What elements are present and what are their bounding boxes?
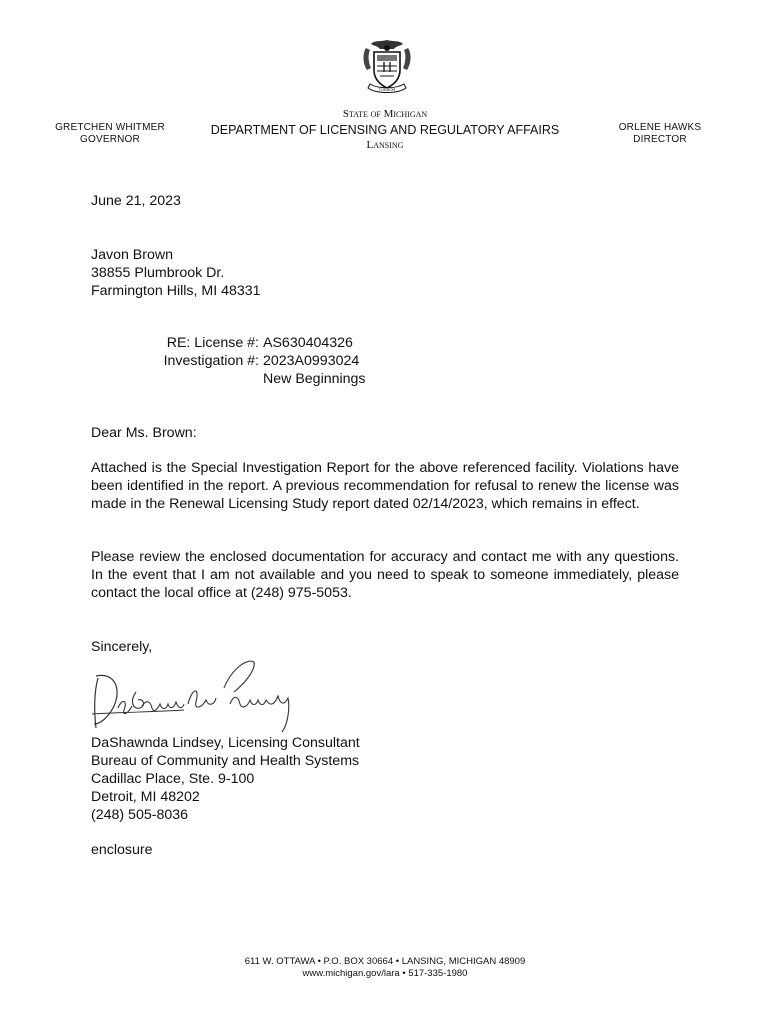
signer-block: [91, 734, 360, 824]
license-label: RE: License #:: [166, 335, 259, 351]
recipient-city: Farmington Hills, MI 48331: [91, 283, 261, 299]
recipient-street: 38855 Plumbrook Dr.: [91, 265, 225, 281]
recipient-name: Javon Brown: [91, 247, 174, 263]
closing: Sincerely,: [91, 639, 153, 655]
handwritten-signature: [84, 648, 304, 738]
facility-name: New Beginnings: [263, 371, 366, 387]
state-seal-icon: [360, 38, 414, 96]
investigation-label: Investigation #:: [163, 353, 259, 369]
director-block: [610, 122, 710, 146]
letter-footer: [0, 956, 770, 980]
reference-block: [91, 334, 366, 388]
state-name: State of Michigan: [342, 108, 428, 120]
department-name: DEPARTMENT OF LICENSING AND REGULATORY AFFAIRS: [210, 123, 560, 137]
city-name: Lansing: [366, 139, 404, 151]
facility-label-spacer: [91, 370, 263, 388]
governor-block: [55, 122, 165, 146]
governor-name: GRETCHEN WHITMER: [55, 122, 165, 133]
director-name: ORLENE HAWKS: [618, 122, 702, 133]
license-number: AS630404326: [263, 335, 353, 351]
letterhead: [180, 108, 590, 152]
body-paragraph-2: Please review the enclosed documentation for accuracy and contact me with any questions. In the event that I am not available and you need to speak to someone immediately, please contact the local office at (248) 975-5053.: [91, 549, 679, 601]
governor-title: GOVERNOR: [80, 134, 140, 145]
signer-address-2: Detroit, MI 48202: [91, 789, 200, 805]
body-paragraph-1: Attached is the Special Investigation Report for the above referenced facility. Violations have been identified in the report. A previous recommendation for refusal to renew the license was made in the Renewal Licensing Study report dated 02/14/2023, which remains in effect.: [91, 460, 679, 512]
signer-address-1: Cadillac Place, Ste. 9-100: [91, 771, 255, 787]
seal-motto: TUEBOR: [378, 87, 396, 92]
footer-contact: www.michigan.gov/lara • 517-335-1980: [302, 968, 468, 979]
investigation-number: 2023A0993024: [263, 353, 360, 369]
signer-name-title: DaShawnda Lindsey, Licensing Consultant: [91, 735, 360, 751]
footer-address: 611 W. OTTAWA • P.O. BOX 30664 • LANSING, MICHIGAN 48909: [244, 956, 526, 967]
salutation: Dear Ms. Brown:: [91, 425, 197, 441]
director-title: DIRECTOR: [633, 134, 687, 145]
letter-date: June 21, 2023: [91, 193, 181, 209]
recipient-address: [91, 246, 261, 300]
enclosure-note: enclosure: [91, 842, 153, 858]
signer-phone: (248) 505-8036: [91, 807, 189, 823]
signer-bureau: Bureau of Community and Health Systems: [91, 753, 360, 769]
